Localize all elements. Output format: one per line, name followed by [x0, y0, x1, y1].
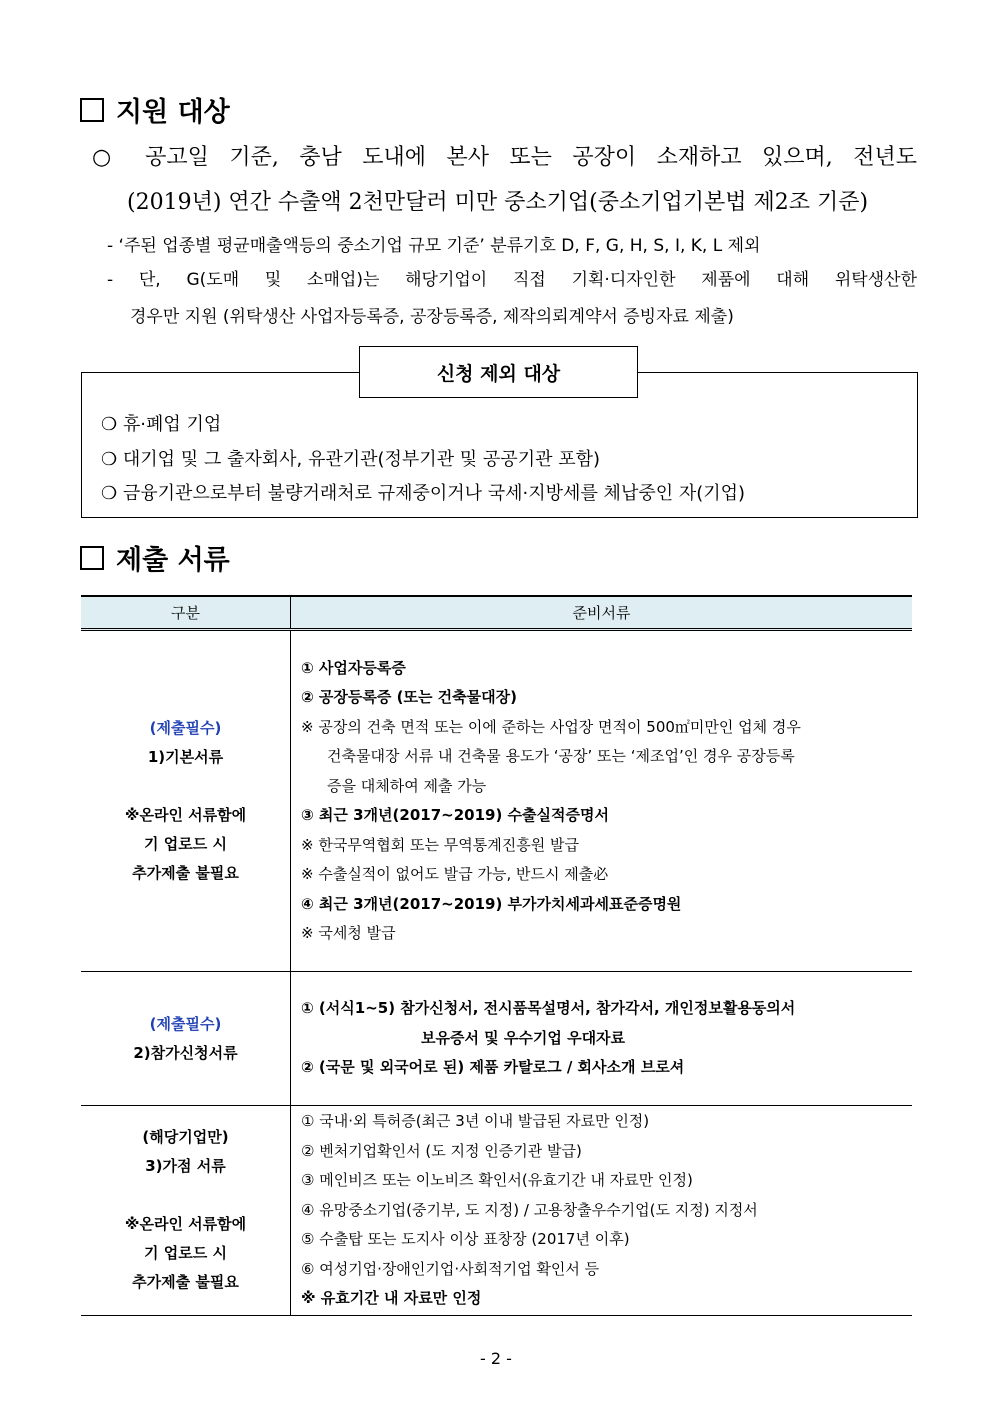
support-target-line-2: (2019년) 연간 수출액 2천만달러 미만 중소기업(중소기업기본법 제2조 기준) — [127, 190, 869, 215]
row-items — [291, 630, 913, 972]
row-category — [81, 1106, 291, 1316]
exclusion-item-3: ❍ 금융기관으로부터 불량거래처로 규제중이거나 국세·지방세를 체납중인 자(기업) — [101, 483, 746, 504]
support-target-dash-2b: 경우만 지원 (위탁생산 사업자등록증, 공장등록증, 제작의뢰계약서 증빙자료 제출) — [130, 307, 734, 327]
table-row-application — [81, 972, 912, 1106]
exclusion-item-2: ❍ 대기업 및 그 출자회사, 유관기관(정부기관 및 공공기관 포함) — [101, 449, 600, 470]
list-item: ⑥ 여성기업·장애인기업·사회적기업 확인서 등 — [301, 1259, 600, 1278]
list-item: ※ 한국무역협회 또는 무역통계진흥원 발급 — [301, 835, 579, 854]
list-item: 건축물대장 서류 내 건축물 용도가 ‘공장’ 또는 ‘제조업’인 경우 공장등록 — [327, 747, 795, 765]
list-item: ② (국문 및 외국어로 된) 제품 카탈로그 / 회사소개 브로셔 — [301, 1058, 685, 1077]
list-item: 보유증서 및 우수기업 우대자료 — [421, 1028, 626, 1047]
list-item: ※ 공장의 건축 면적 또는 이에 준하는 사업장 면적이 500㎡미만인 업체 경우 — [301, 717, 801, 736]
category-name: 2)참가신청서류 — [133, 1043, 238, 1062]
list-item: ④ 최근 3개년(2017~2019) 부가가치세과세표준증명원 — [301, 894, 682, 913]
support-target-dash-1: - ‘주된 업종별 평균매출액등의 중소기업 규모 기준’ 분류기호 D, F, G, H, S, I, K, L 제외 — [107, 236, 761, 256]
list-item: ① 국내·외 특허증(최근 3년 이내 발급된 자료만 인정) — [301, 1112, 650, 1130]
page-number: - 2 - — [480, 1349, 512, 1368]
section-title-text: 제출 서류 — [116, 545, 230, 576]
list-item: ⑤ 수출탑 또는 도지사 이상 표창장 (2017년 이후) — [301, 1230, 630, 1248]
note-line: 기 업로드 시 — [144, 1244, 227, 1263]
exclusion-title: 신청 제외 대상 — [359, 346, 638, 398]
section-title-support-target — [80, 90, 230, 129]
row-items — [291, 972, 913, 1106]
list-item: ③ 메인비즈 또는 이노비즈 확인서(유효기간 내 자료만 인정) — [301, 1171, 693, 1189]
note-line: 추가제출 불필요 — [132, 1273, 239, 1292]
note-line: ※온라인 서류함에 — [124, 1215, 247, 1234]
category-name: 1)기본서류 — [147, 748, 224, 766]
support-target-dash-2a: - 단, G(도매 및 소매업)는 해당기업이 직접 기획·디자인한 제품에 대해 위탁생산한 — [107, 270, 917, 290]
list-item: ① (서식1~5) 참가신청서, 전시품목설명서, 참가각서, 개인정보활용동의서 — [301, 999, 796, 1018]
note-line: ※온라인 서류함에 — [124, 806, 247, 824]
header-category: 구분 — [81, 596, 291, 630]
exclusion-item-1: ❍ 휴·폐업 기업 — [101, 414, 222, 435]
list-item: 증을 대체하여 제출 가능 — [327, 776, 487, 795]
support-target-line-1: ○ 공고일 기준, 충남 도내에 본사 또는 공장이 소재하고 있으며, 전년도 — [92, 145, 917, 170]
list-item: ① 사업자등록증 — [301, 658, 406, 677]
list-item: ※ 유효기간 내 자료만 인정 — [301, 1289, 482, 1307]
note-line: 추가제출 불필요 — [132, 864, 239, 882]
table-row-bonus — [81, 1106, 912, 1316]
required-label: (제출필수) — [149, 1014, 222, 1033]
list-item: ③ 최근 3개년(2017~2019) 수출실적증명서 — [301, 806, 609, 824]
checkbox-square-icon — [80, 98, 104, 122]
spacer — [82, 772, 289, 801]
table-row-basic — [81, 630, 912, 972]
section-title-text: 지원 대상 — [116, 97, 230, 128]
row-category — [81, 972, 291, 1106]
documents-table — [81, 595, 912, 1316]
header-documents: 준비서류 — [291, 596, 913, 630]
required-label: (해당기업만) — [142, 1128, 229, 1147]
list-item: ② 벤처기업확인서 (도 지정 인증기관 발급) — [301, 1141, 582, 1160]
row-items — [291, 1106, 913, 1316]
list-item: ④ 유망중소기업(중기부, 도 지정) / 고용창출우수기업(도 지정) 지정서 — [301, 1200, 758, 1219]
list-item: ② 공장등록증 (또는 건축물대장) — [301, 688, 517, 706]
table-header-row — [81, 596, 912, 630]
list-item: ※ 수출실적이 없어도 발급 가능, 반드시 제출必 — [301, 865, 609, 883]
list-item: ※ 국세청 발급 — [301, 924, 396, 942]
row-category — [81, 630, 291, 972]
checkbox-square-icon — [80, 546, 104, 570]
section-title-documents — [80, 538, 230, 577]
required-label: (제출필수) — [149, 719, 222, 737]
note-line: 기 업로드 시 — [144, 835, 227, 853]
spacer — [82, 1181, 289, 1210]
category-name: 3)가점 서류 — [145, 1157, 226, 1176]
